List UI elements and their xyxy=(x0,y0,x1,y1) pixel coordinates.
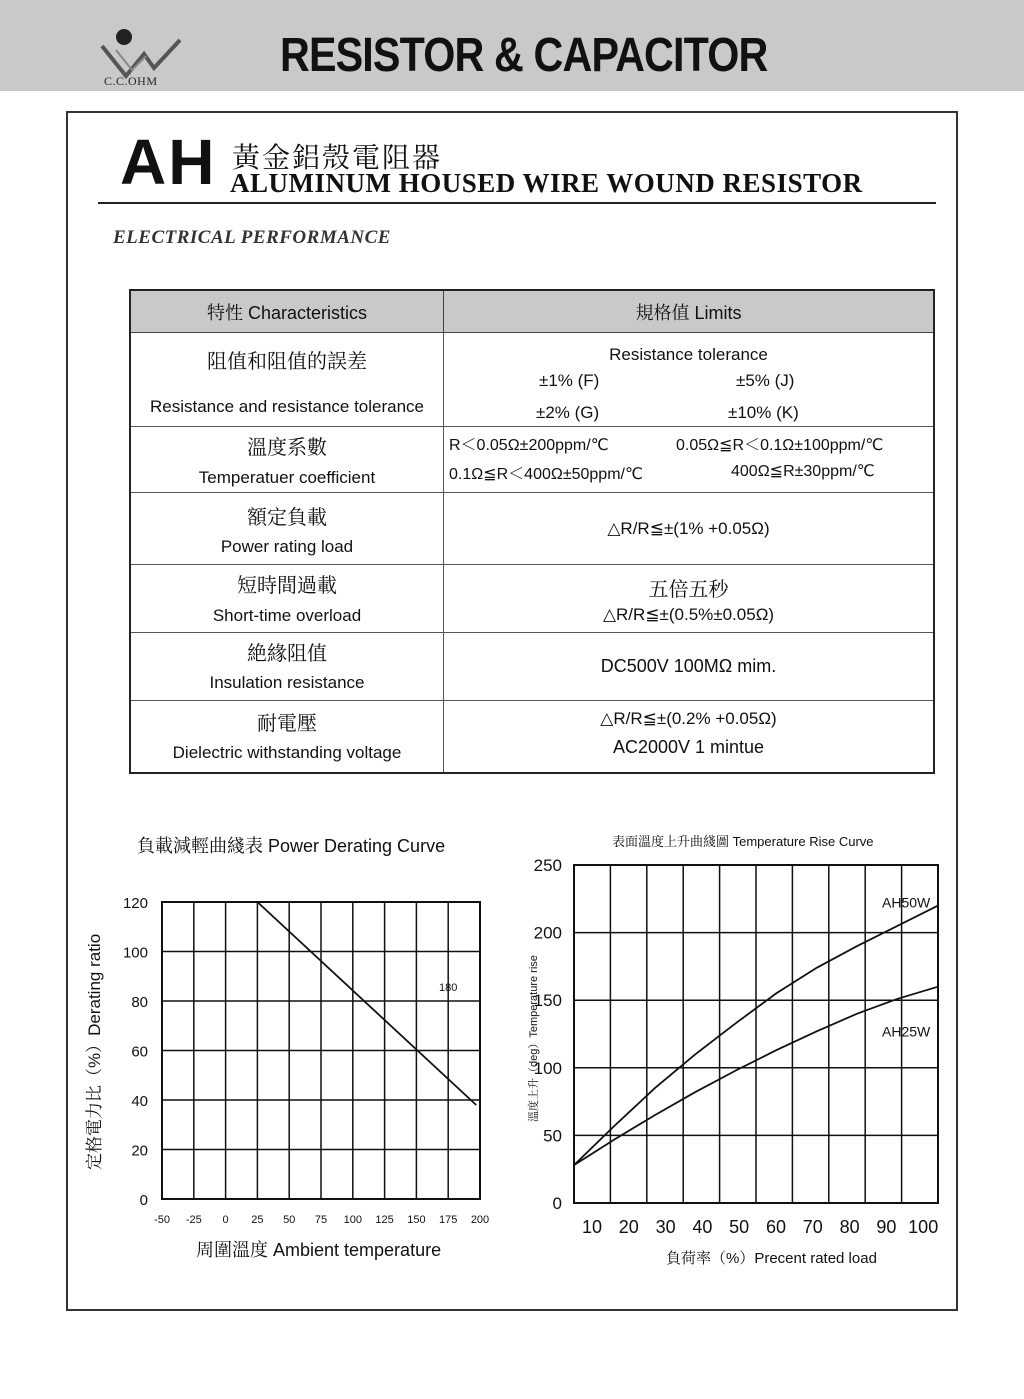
y-tick-label: 200 xyxy=(533,923,562,943)
limit-value: ±10% (K) xyxy=(728,403,799,422)
limit-value: AC2000V 1 mintue xyxy=(612,737,765,757)
x-tick-label: 25 xyxy=(251,1214,264,1226)
x-tick-label: 200 xyxy=(470,1214,490,1226)
limit-value: △R/R≦±(0.5%±0.05Ω) xyxy=(602,605,775,624)
temp-rise-chart-title: 表面溫度上升曲綫圖 Temperature Rise Curve xyxy=(612,834,874,849)
header-characteristics: 特性 Characteristics xyxy=(130,290,444,333)
char-cn: 溫度系數 xyxy=(247,435,327,459)
limit-value: 0.05Ω≦R＜0.1Ω±100ppm/℃ xyxy=(676,437,884,454)
x-tick-label: -25 xyxy=(185,1214,202,1226)
char-en: Insulation resistance xyxy=(209,673,365,692)
limit-cell: DC500V 100MΩ mim. xyxy=(444,633,935,701)
x-tick-label: 80 xyxy=(839,1217,860,1237)
y-tick-label: 120 xyxy=(122,895,148,912)
x-tick-label: 50 xyxy=(283,1214,296,1226)
x-tick-label: 0 xyxy=(222,1214,229,1226)
x-tick-label: 75 xyxy=(314,1214,328,1226)
temp-rise-y-axis-label: 溫度上升（deg）Temperature rise xyxy=(528,955,540,1122)
limit-value: 400Ω≦R±30ppm/℃ xyxy=(731,463,875,480)
derating-chart-title: 負載減輕曲綫表 Power Derating Curve xyxy=(137,836,446,856)
y-tick-label: 80 xyxy=(131,994,148,1011)
x-tick-label: 70 xyxy=(802,1217,823,1237)
x-tick-label: 60 xyxy=(765,1217,787,1237)
x-tick-label: 50 xyxy=(729,1217,750,1237)
char-en: Power rating load xyxy=(220,537,354,556)
page-title: RESISTOR & CAPACITOR xyxy=(280,29,768,82)
limit-value: ±5% (J) xyxy=(736,371,795,390)
x-tick-label: 90 xyxy=(876,1217,897,1237)
char-cn: 耐電壓 xyxy=(257,711,317,735)
chart-annotation: 180 xyxy=(439,982,458,995)
y-tick-label: 60 xyxy=(131,1043,148,1061)
limit-cn: 五倍五秒 xyxy=(648,577,729,601)
limit-value: ±1% (F) xyxy=(539,371,600,390)
temp-rise-x-axis-label: 負荷率（%）Precent rated load xyxy=(666,1250,877,1267)
derating-y-axis-label: 定格電力比（%）Derating ratio xyxy=(85,933,104,1170)
x-tick-label: 20 xyxy=(618,1217,639,1237)
limit-value: 0.1Ω≦R＜400Ω±50ppm/℃ xyxy=(449,466,643,483)
char-cn: 絶緣阻值 xyxy=(247,641,327,665)
char-cn: 額定負載 xyxy=(247,505,327,529)
x-tick-label: -50 xyxy=(154,1214,170,1226)
limit-value: △R/R≦±(0.2% +0.05Ω) xyxy=(600,709,777,728)
y-tick-label: 100 xyxy=(122,944,148,962)
limit-title: Resistance tolerance xyxy=(609,345,768,364)
series-line xyxy=(257,902,476,1105)
x-tick-label: 10 xyxy=(581,1217,603,1237)
product-name-en: ALUMINUM HOUSED WIRE WOUND RESISTOR xyxy=(230,168,863,198)
x-tick-label: 100 xyxy=(908,1217,939,1237)
series-label: AH25W xyxy=(882,1023,931,1040)
derating-x-axis-label: 周圍溫度 Ambient temperature xyxy=(196,1240,442,1260)
section-heading: ELECTRICAL PERFORMANCE xyxy=(113,227,391,248)
char-en: Resistance and resistance tolerance xyxy=(149,397,425,416)
y-tick-label: 0 xyxy=(139,1192,148,1209)
y-tick-label: 20 xyxy=(131,1142,148,1160)
x-tick-label: 175 xyxy=(439,1214,458,1226)
x-tick-label: 100 xyxy=(343,1214,362,1226)
y-tick-label: 40 xyxy=(131,1093,148,1110)
y-tick-label: 50 xyxy=(543,1126,562,1146)
header-limits: 規格值 Limits xyxy=(444,290,935,333)
limit-value: R＜0.05Ω±200ppm/℃ xyxy=(449,437,609,454)
y-tick-label: 0 xyxy=(552,1194,562,1213)
char-en: Dielectric withstanding voltage xyxy=(172,743,402,762)
x-tick-label: 150 xyxy=(407,1214,426,1226)
series-label: AH50W xyxy=(882,894,931,911)
brand-name: C.C.OHM xyxy=(104,74,158,88)
y-tick-label: 150 xyxy=(533,991,562,1011)
product-name-cn: 黃金鋁殼電阻器 xyxy=(232,141,443,174)
product-code: AH xyxy=(120,126,217,198)
limit-cell: △R/R≦±(1% +0.05Ω) xyxy=(444,493,935,565)
y-tick-label: 100 xyxy=(533,1058,562,1078)
char-en: Short-time overload xyxy=(212,606,362,625)
x-tick-label: 30 xyxy=(655,1217,676,1237)
x-tick-label: 125 xyxy=(375,1214,394,1226)
y-tick-label: 250 xyxy=(533,856,562,875)
char-cn: 阻值和阻值的誤差 xyxy=(207,349,367,373)
limit-value: ±2% (G) xyxy=(536,403,600,422)
x-tick-label: 40 xyxy=(692,1217,713,1237)
char-en: Temperatuer coefficient xyxy=(198,468,376,487)
char-cn: 短時間過載 xyxy=(237,573,337,597)
